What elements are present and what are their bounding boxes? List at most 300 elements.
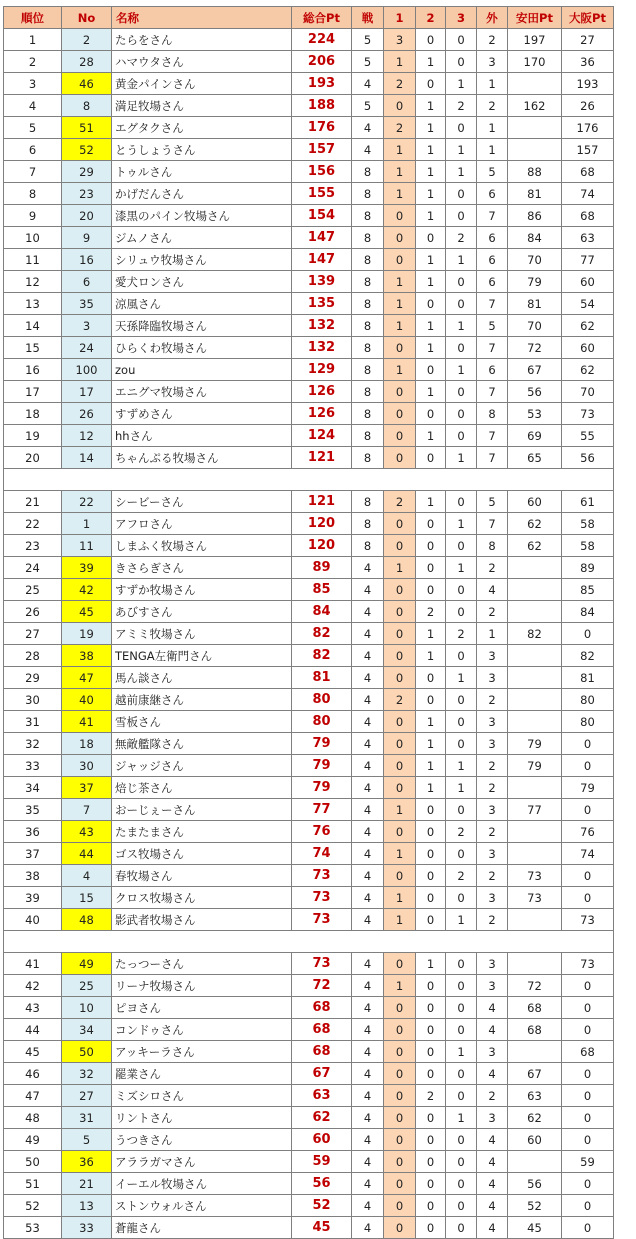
games-cell: 4 <box>352 997 384 1019</box>
games-cell: 8 <box>352 425 384 447</box>
name-cell: ジャッジさん <box>112 755 292 777</box>
rank-cell: 9 <box>4 205 62 227</box>
total-pt-cell: 82 <box>292 645 352 667</box>
total-pt-cell: 68 <box>292 1041 352 1063</box>
first-count-cell: 1 <box>384 799 416 821</box>
total-pt-cell: 126 <box>292 403 352 425</box>
yasuda-pt-cell: 60 <box>508 1129 562 1151</box>
yasuda-pt-cell: 62 <box>508 535 562 557</box>
out-count-cell: 6 <box>477 359 508 381</box>
osaka-pt-cell: 54 <box>562 293 614 315</box>
second-count-cell: 0 <box>416 1173 446 1195</box>
yasuda-pt-cell <box>508 711 562 733</box>
no-cell: 23 <box>62 183 112 205</box>
third-count-cell: 0 <box>446 205 477 227</box>
osaka-pt-cell: 0 <box>562 799 614 821</box>
name-cell: ストンウォルさん <box>112 1195 292 1217</box>
first-count-cell: 0 <box>384 1107 416 1129</box>
osaka-pt-cell: 0 <box>562 1173 614 1195</box>
no-cell: 6 <box>62 271 112 293</box>
second-count-cell: 2 <box>416 1085 446 1107</box>
total-pt-cell: 82 <box>292 623 352 645</box>
first-count-cell: 1 <box>384 293 416 315</box>
header-third: 3 <box>446 7 477 29</box>
out-count-cell: 7 <box>477 293 508 315</box>
rank-cell: 33 <box>4 755 62 777</box>
first-count-cell: 0 <box>384 535 416 557</box>
table-row <box>4 117 614 139</box>
first-count-cell: 0 <box>384 337 416 359</box>
second-count-cell: 0 <box>416 227 446 249</box>
yasuda-pt-cell: 45 <box>508 1217 562 1239</box>
yasuda-pt-cell: 67 <box>508 1063 562 1085</box>
no-cell: 36 <box>62 1151 112 1173</box>
out-count-cell: 3 <box>477 975 508 997</box>
no-cell: 4 <box>62 865 112 887</box>
first-count-cell: 1 <box>384 359 416 381</box>
yasuda-pt-cell: 79 <box>508 755 562 777</box>
out-count-cell: 2 <box>477 755 508 777</box>
name-cell: ピヨさん <box>112 997 292 1019</box>
yasuda-pt-cell <box>508 579 562 601</box>
second-count-cell: 0 <box>416 447 446 469</box>
table-row <box>4 293 614 315</box>
third-count-cell: 0 <box>446 183 477 205</box>
first-count-cell: 0 <box>384 711 416 733</box>
second-count-cell: 1 <box>416 249 446 271</box>
rank-cell: 2 <box>4 51 62 73</box>
games-cell: 4 <box>352 1217 384 1239</box>
table-row <box>4 799 614 821</box>
no-cell: 44 <box>62 843 112 865</box>
no-cell: 34 <box>62 1019 112 1041</box>
first-count-cell: 0 <box>384 623 416 645</box>
total-pt-cell: 120 <box>292 535 352 557</box>
yasuda-pt-cell: 88 <box>508 161 562 183</box>
games-cell: 8 <box>352 403 384 425</box>
name-cell: 越前康継さん <box>112 689 292 711</box>
second-count-cell: 1 <box>416 315 446 337</box>
games-cell: 4 <box>352 73 384 95</box>
third-count-cell: 0 <box>446 1129 477 1151</box>
header-yasuda: 安田Pt <box>508 7 562 29</box>
table-row <box>4 1195 614 1217</box>
yasuda-pt-cell <box>508 843 562 865</box>
second-count-cell: 1 <box>416 205 446 227</box>
total-pt-cell: 74 <box>292 843 352 865</box>
yasuda-pt-cell: 82 <box>508 623 562 645</box>
no-cell: 3 <box>62 315 112 337</box>
no-cell: 37 <box>62 777 112 799</box>
name-cell: 焙じ茶さん <box>112 777 292 799</box>
table-row <box>4 1085 614 1107</box>
total-pt-cell: 147 <box>292 249 352 271</box>
name-cell: アミミ牧場さん <box>112 623 292 645</box>
osaka-pt-cell: 0 <box>562 1085 614 1107</box>
total-pt-cell: 76 <box>292 821 352 843</box>
yasuda-pt-cell: 170 <box>508 51 562 73</box>
out-count-cell: 6 <box>477 227 508 249</box>
third-count-cell: 0 <box>446 711 477 733</box>
out-count-cell: 5 <box>477 161 508 183</box>
yasuda-pt-cell: 77 <box>508 799 562 821</box>
games-cell: 4 <box>352 953 384 975</box>
yasuda-pt-cell <box>508 777 562 799</box>
yasuda-pt-cell: 70 <box>508 315 562 337</box>
rank-cell: 53 <box>4 1217 62 1239</box>
second-count-cell: 0 <box>416 997 446 1019</box>
third-count-cell: 0 <box>446 843 477 865</box>
rank-cell: 43 <box>4 997 62 1019</box>
name-cell: 無敵艦隊さん <box>112 733 292 755</box>
name-cell: リントさん <box>112 1107 292 1129</box>
total-pt-cell: 81 <box>292 667 352 689</box>
osaka-pt-cell: 81 <box>562 667 614 689</box>
total-pt-cell: 156 <box>292 161 352 183</box>
osaka-pt-cell: 62 <box>562 359 614 381</box>
total-pt-cell: 73 <box>292 909 352 931</box>
name-cell: アッキーラさん <box>112 1041 292 1063</box>
second-count-cell: 0 <box>416 1217 446 1239</box>
out-count-cell: 3 <box>477 711 508 733</box>
total-pt-cell: 67 <box>292 1063 352 1085</box>
yasuda-pt-cell: 56 <box>508 1173 562 1195</box>
rank-cell: 16 <box>4 359 62 381</box>
first-count-cell: 0 <box>384 579 416 601</box>
rank-cell: 49 <box>4 1129 62 1151</box>
no-cell: 49 <box>62 953 112 975</box>
first-count-cell: 0 <box>384 667 416 689</box>
games-cell: 4 <box>352 117 384 139</box>
rank-cell: 38 <box>4 865 62 887</box>
table-row <box>4 337 614 359</box>
table-row <box>4 1041 614 1063</box>
total-pt-cell: 121 <box>292 491 352 513</box>
osaka-pt-cell: 58 <box>562 513 614 535</box>
total-pt-cell: 72 <box>292 975 352 997</box>
no-cell: 51 <box>62 117 112 139</box>
total-pt-cell: 120 <box>292 513 352 535</box>
no-cell: 17 <box>62 381 112 403</box>
second-count-cell: 1 <box>416 953 446 975</box>
out-count-cell: 4 <box>477 1195 508 1217</box>
table-row <box>4 997 614 1019</box>
out-count-cell: 2 <box>477 689 508 711</box>
no-cell: 10 <box>62 997 112 1019</box>
name-cell: エニグマ牧場さん <box>112 381 292 403</box>
first-count-cell: 3 <box>384 29 416 51</box>
second-count-cell: 1 <box>416 271 446 293</box>
name-cell: たまたまさん <box>112 821 292 843</box>
first-count-cell: 2 <box>384 117 416 139</box>
second-count-cell: 1 <box>416 117 446 139</box>
name-cell: zou <box>112 359 292 381</box>
first-count-cell: 0 <box>384 425 416 447</box>
name-cell: 蒼龍さん <box>112 1217 292 1239</box>
osaka-pt-cell: 73 <box>562 403 614 425</box>
third-count-cell: 0 <box>446 953 477 975</box>
first-count-cell: 0 <box>384 865 416 887</box>
table-row <box>4 865 614 887</box>
yasuda-pt-cell <box>508 909 562 931</box>
osaka-pt-cell: 0 <box>562 1129 614 1151</box>
games-cell: 8 <box>352 315 384 337</box>
table-row <box>4 953 614 975</box>
rank-cell: 36 <box>4 821 62 843</box>
first-count-cell: 1 <box>384 51 416 73</box>
games-cell: 4 <box>352 777 384 799</box>
rank-cell: 25 <box>4 579 62 601</box>
name-cell: 愛犬ロンさん <box>112 271 292 293</box>
total-pt-cell: 62 <box>292 1107 352 1129</box>
osaka-pt-cell: 0 <box>562 1107 614 1129</box>
section-gap-cell <box>4 931 614 953</box>
out-count-cell: 3 <box>477 1041 508 1063</box>
first-count-cell: 0 <box>384 1173 416 1195</box>
name-cell: うつきさん <box>112 1129 292 1151</box>
name-cell: 黄金パインさん <box>112 73 292 95</box>
osaka-pt-cell: 70 <box>562 381 614 403</box>
no-cell: 21 <box>62 1173 112 1195</box>
header-total: 総合Pt <box>292 7 352 29</box>
name-cell: クロス牧場さん <box>112 887 292 909</box>
table-row <box>4 425 614 447</box>
osaka-pt-cell: 193 <box>562 73 614 95</box>
yasuda-pt-cell <box>508 601 562 623</box>
out-count-cell: 3 <box>477 667 508 689</box>
third-count-cell: 0 <box>446 535 477 557</box>
rank-cell: 1 <box>4 29 62 51</box>
no-cell: 15 <box>62 887 112 909</box>
table-row <box>4 535 614 557</box>
yasuda-pt-cell: 79 <box>508 733 562 755</box>
table-row <box>4 139 614 161</box>
total-pt-cell: 193 <box>292 73 352 95</box>
no-cell: 46 <box>62 73 112 95</box>
total-pt-cell: 176 <box>292 117 352 139</box>
out-count-cell: 7 <box>477 337 508 359</box>
games-cell: 4 <box>352 1107 384 1129</box>
second-count-cell: 0 <box>416 865 446 887</box>
total-pt-cell: 132 <box>292 337 352 359</box>
total-pt-cell: 68 <box>292 1019 352 1041</box>
yasuda-pt-cell: 68 <box>508 997 562 1019</box>
first-count-cell: 0 <box>384 1041 416 1063</box>
osaka-pt-cell: 36 <box>562 51 614 73</box>
no-cell: 20 <box>62 205 112 227</box>
name-cell: かげだんさん <box>112 183 292 205</box>
second-count-cell: 1 <box>416 645 446 667</box>
games-cell: 5 <box>352 29 384 51</box>
first-count-cell: 1 <box>384 557 416 579</box>
first-count-cell: 1 <box>384 975 416 997</box>
no-cell: 26 <box>62 403 112 425</box>
name-cell: おーじぇーさん <box>112 799 292 821</box>
third-count-cell: 2 <box>446 865 477 887</box>
games-cell: 4 <box>352 667 384 689</box>
table-row <box>4 645 614 667</box>
games-cell: 4 <box>352 1085 384 1107</box>
osaka-pt-cell: 80 <box>562 689 614 711</box>
third-count-cell: 1 <box>446 909 477 931</box>
table-row <box>4 51 614 73</box>
total-pt-cell: 45 <box>292 1217 352 1239</box>
third-count-cell: 1 <box>446 755 477 777</box>
out-count-cell: 7 <box>477 447 508 469</box>
table-header <box>4 7 614 29</box>
name-cell: すずめさん <box>112 403 292 425</box>
table-row <box>4 887 614 909</box>
total-pt-cell: 206 <box>292 51 352 73</box>
yasuda-pt-cell <box>508 139 562 161</box>
out-count-cell: 7 <box>477 205 508 227</box>
osaka-pt-cell: 74 <box>562 843 614 865</box>
third-count-cell: 0 <box>446 1173 477 1195</box>
name-cell: コンドゥさん <box>112 1019 292 1041</box>
total-pt-cell: 135 <box>292 293 352 315</box>
games-cell: 8 <box>352 249 384 271</box>
rank-cell: 18 <box>4 403 62 425</box>
table-row <box>4 755 614 777</box>
third-count-cell: 0 <box>446 733 477 755</box>
no-cell: 32 <box>62 1063 112 1085</box>
games-cell: 4 <box>352 1195 384 1217</box>
third-count-cell: 0 <box>446 381 477 403</box>
osaka-pt-cell: 73 <box>562 953 614 975</box>
yasuda-pt-cell: 67 <box>508 359 562 381</box>
total-pt-cell: 80 <box>292 711 352 733</box>
table-row <box>4 843 614 865</box>
second-count-cell: 1 <box>416 381 446 403</box>
total-pt-cell: 147 <box>292 227 352 249</box>
no-cell: 47 <box>62 667 112 689</box>
yasuda-pt-cell <box>508 1151 562 1173</box>
out-count-cell: 1 <box>477 139 508 161</box>
no-cell: 45 <box>62 601 112 623</box>
rank-cell: 45 <box>4 1041 62 1063</box>
no-cell: 31 <box>62 1107 112 1129</box>
table-body <box>4 29 614 1239</box>
no-cell: 14 <box>62 447 112 469</box>
table-row <box>4 623 614 645</box>
name-cell: TENGA左衛門さん <box>112 645 292 667</box>
yasuda-pt-cell: 52 <box>508 1195 562 1217</box>
name-cell: きさらぎさん <box>112 557 292 579</box>
out-count-cell: 3 <box>477 51 508 73</box>
total-pt-cell: 154 <box>292 205 352 227</box>
yasuda-pt-cell: 197 <box>508 29 562 51</box>
rank-cell: 22 <box>4 513 62 535</box>
third-count-cell: 0 <box>446 1195 477 1217</box>
second-count-cell: 1 <box>416 51 446 73</box>
no-cell: 42 <box>62 579 112 601</box>
first-count-cell: 1 <box>384 183 416 205</box>
games-cell: 4 <box>352 557 384 579</box>
rank-cell: 50 <box>4 1151 62 1173</box>
yasuda-pt-cell: 79 <box>508 271 562 293</box>
out-count-cell: 2 <box>477 601 508 623</box>
osaka-pt-cell: 0 <box>562 1019 614 1041</box>
rank-cell: 41 <box>4 953 62 975</box>
games-cell: 4 <box>352 821 384 843</box>
header-second: 2 <box>416 7 446 29</box>
name-cell: あびすさん <box>112 601 292 623</box>
table-row <box>4 777 614 799</box>
third-count-cell: 0 <box>446 975 477 997</box>
games-cell: 4 <box>352 1063 384 1085</box>
rank-cell: 31 <box>4 711 62 733</box>
yasuda-pt-cell <box>508 953 562 975</box>
first-count-cell: 1 <box>384 161 416 183</box>
second-count-cell: 0 <box>416 557 446 579</box>
total-pt-cell: 77 <box>292 799 352 821</box>
second-count-cell: 0 <box>416 1019 446 1041</box>
table-row <box>4 1019 614 1041</box>
table-row <box>4 205 614 227</box>
yasuda-pt-cell: 162 <box>508 95 562 117</box>
rank-cell: 8 <box>4 183 62 205</box>
name-cell: 罷業さん <box>112 1063 292 1085</box>
first-count-cell: 0 <box>384 1195 416 1217</box>
first-count-cell: 0 <box>384 1019 416 1041</box>
second-count-cell: 1 <box>416 711 446 733</box>
games-cell: 4 <box>352 601 384 623</box>
out-count-cell: 2 <box>477 29 508 51</box>
first-count-cell: 0 <box>384 733 416 755</box>
section-gap <box>4 931 614 953</box>
no-cell: 24 <box>62 337 112 359</box>
rank-cell: 44 <box>4 1019 62 1041</box>
osaka-pt-cell: 157 <box>562 139 614 161</box>
table-row <box>4 909 614 931</box>
total-pt-cell: 79 <box>292 733 352 755</box>
total-pt-cell: 139 <box>292 271 352 293</box>
games-cell: 4 <box>352 799 384 821</box>
yasuda-pt-cell: 69 <box>508 425 562 447</box>
third-count-cell: 1 <box>446 139 477 161</box>
no-cell: 22 <box>62 491 112 513</box>
name-cell: ジムノさん <box>112 227 292 249</box>
out-count-cell: 2 <box>477 95 508 117</box>
no-cell: 8 <box>62 95 112 117</box>
osaka-pt-cell: 80 <box>562 711 614 733</box>
table-row <box>4 1129 614 1151</box>
first-count-cell: 0 <box>384 1063 416 1085</box>
total-pt-cell: 85 <box>292 579 352 601</box>
total-pt-cell: 126 <box>292 381 352 403</box>
osaka-pt-cell: 85 <box>562 579 614 601</box>
games-cell: 8 <box>352 359 384 381</box>
yasuda-pt-cell: 81 <box>508 293 562 315</box>
total-pt-cell: 60 <box>292 1129 352 1151</box>
total-pt-cell: 157 <box>292 139 352 161</box>
second-count-cell: 1 <box>416 183 446 205</box>
name-cell: イーエル牧場さん <box>112 1173 292 1195</box>
yasuda-pt-cell <box>508 689 562 711</box>
no-cell: 29 <box>62 161 112 183</box>
no-cell: 48 <box>62 909 112 931</box>
yasuda-pt-cell <box>508 557 562 579</box>
total-pt-cell: 68 <box>292 997 352 1019</box>
third-count-cell: 1 <box>446 667 477 689</box>
rank-cell: 51 <box>4 1173 62 1195</box>
third-count-cell: 0 <box>446 799 477 821</box>
first-count-cell: 0 <box>384 513 416 535</box>
out-count-cell: 2 <box>477 777 508 799</box>
third-count-cell: 1 <box>446 73 477 95</box>
second-count-cell: 0 <box>416 667 446 689</box>
out-count-cell: 4 <box>477 1063 508 1085</box>
